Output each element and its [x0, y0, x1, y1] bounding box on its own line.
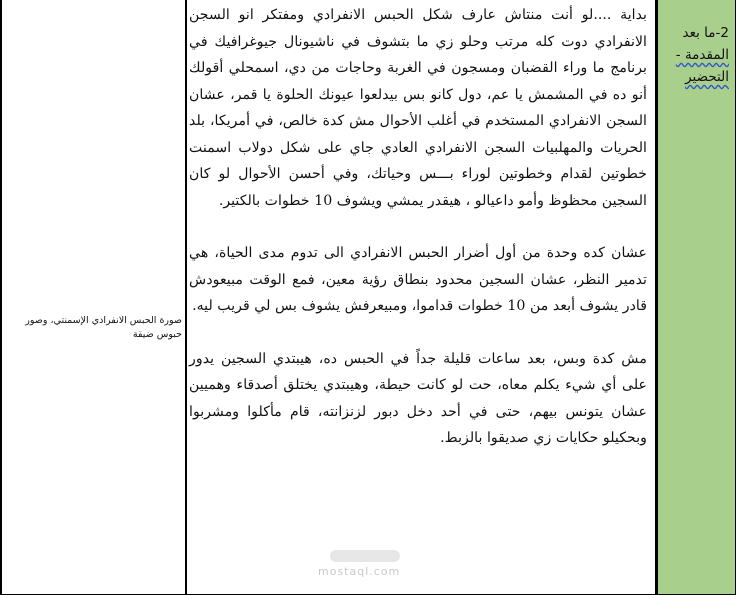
narration-paragraph: مش كدة وبس، بعد ساعات قليلة جداً في الحبس ده، هيبتدي السجين يدور على أي شيء يكلم معاه، حت لو كانت حيطة، وهيبتدي يختلق أصدقاء وهميين عشان يتونس بيهم، حتى في أحد دخل دبور لزنزانته، قام مأكلوا ومشربوا وبحكيلو حكايات زي صديقوا بالزبط.	[189, 350, 647, 446]
narration-paragraph: عشان كده وحدة من أول أضرار الحبس الانفرادي الى تدوم مدى الحياة، هي تدمير النظر، عشان السجين محدود بنطاق رؤية معين، فمع الوقت مبيعودش قادر يشوف أبعد من 10 خطوات قداموا، ومبيعرفش يشوف بس لي قريب ليه.	[189, 245, 647, 314]
narration-cell	[186, 0, 656, 595]
section-label	[659, 22, 729, 88]
section-label-cell	[656, 0, 736, 595]
section-label-line: 2-ما بعد	[682, 25, 729, 41]
visual-note: صورة الحبس الانفرادي الإسمنتي، وصور حبوس ضيقة	[25, 315, 182, 340]
narration-text	[189, 2, 647, 478]
narration-paragraph: بداية ....لو أنت منتاش عارف شكل الحبس الانفرادي ومفتكر انو السجن الانفرادي دوت كله مرتب وحلو زي ما بتشوف في ناشيونال جيوغرافيك في برنامج ما وراء القضبان ومسجون في الغربة وحاجات من دي، اسمحلي أقولك أنو ده في المشمش يا عم، دول كانو بس بيدلعوا عيونك الحلوة يا قمر، عشان السجن الانفرادي المستخدم في أغلب الأحوال مش كدة خالص، في أمريكا، بلد الحريات والمهلبيات السجن الانفرادي العادي جاي على شكل دولاب اسمنت خطوتين لقدام وخطوتين لوراء بـــس وحياتك، وفي أحسن الأحوال لو كان السجين محظوظ وأمو داعيالو ، هيقدر يمشي ويشوف 10 خطوات بالكتير.	[189, 7, 647, 209]
section-label-line: المقدمة -	[675, 47, 729, 63]
section-label-line: التحضير	[685, 69, 729, 85]
visual-cell	[0, 0, 186, 595]
watermark-logo-icon	[330, 548, 400, 564]
watermark-text: mostaql.com	[318, 565, 401, 578]
